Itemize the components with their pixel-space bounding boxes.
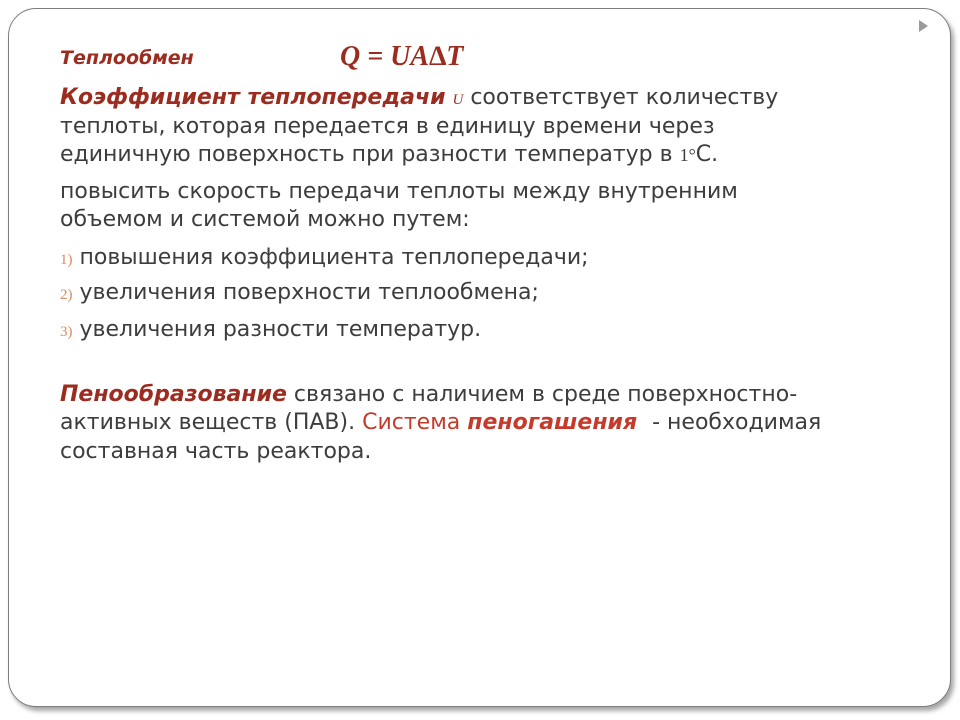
heat-transfer-formula: Q = UA∆T bbox=[340, 41, 464, 72]
definition-symbol: U bbox=[452, 92, 464, 108]
foaming-text-3: составная часть реактора. bbox=[60, 439, 372, 464]
heading-line bbox=[60, 44, 194, 72]
list-item-number: 1) bbox=[60, 252, 73, 268]
intro-line-2 bbox=[60, 206, 470, 234]
system-word: Система bbox=[362, 410, 461, 435]
intro-line-1 bbox=[60, 178, 738, 206]
foaming-line-3 bbox=[60, 438, 371, 466]
foaming-line-2 bbox=[60, 409, 821, 437]
temperature-unit: С. bbox=[695, 142, 719, 167]
list-item-number: 3) bbox=[60, 324, 73, 340]
temperature-value: 1° bbox=[679, 145, 696, 165]
foaming-line-1 bbox=[60, 381, 797, 409]
definition-text-2: теплоты, которая передается в единицу времени через bbox=[60, 114, 715, 139]
foaming-text-1: связано с наличием в среде поверхностно- bbox=[293, 382, 798, 407]
definition-line-3 bbox=[60, 141, 718, 169]
list-item bbox=[60, 279, 539, 307]
intro-text-2: объемом и системой можно путем: bbox=[60, 207, 470, 232]
list-item-text: увеличения разности температур. bbox=[79, 317, 482, 342]
definition-line-2 bbox=[60, 113, 715, 141]
heading-title: Теплообмен bbox=[60, 47, 194, 69]
definition-text-1: соответствует количеству bbox=[470, 85, 779, 110]
foaming-text-2-end: - необходимая bbox=[652, 410, 822, 435]
definition-line-1 bbox=[60, 84, 778, 112]
list-item bbox=[60, 244, 589, 272]
foaming-text-2: активных веществ (ПАВ). bbox=[60, 410, 356, 435]
list-item-text: увеличения поверхности теплообмена; bbox=[79, 280, 539, 305]
list-item bbox=[60, 316, 481, 344]
list-item-text: повышения коэффициента теплопередачи; bbox=[79, 245, 589, 270]
list-item-number: 2) bbox=[60, 287, 73, 303]
foaming-term: Пенообразование bbox=[60, 382, 287, 407]
intro-text-1: повысить скорость передачи теплоты между внутренним bbox=[60, 179, 738, 204]
definition-term: Коэффициент теплопередачи bbox=[60, 85, 446, 110]
definition-text-3: единичную поверхность при разности температур в bbox=[60, 142, 673, 167]
defoaming-term: пеногашения bbox=[467, 410, 638, 435]
